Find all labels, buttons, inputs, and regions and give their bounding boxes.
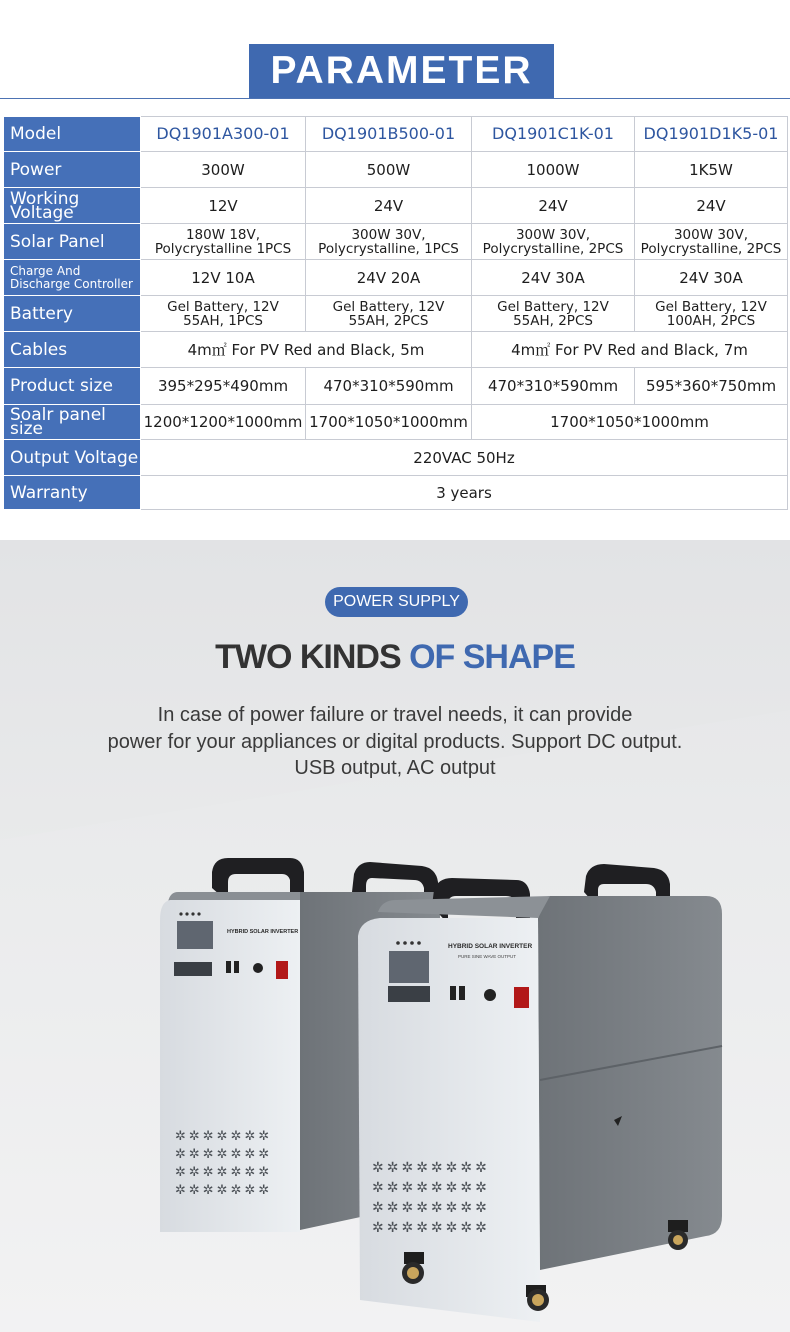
row-label: Product size — [4, 368, 141, 405]
table-cell: 300W — [141, 152, 306, 188]
table-row-power — [4, 152, 788, 188]
power-switch — [276, 961, 288, 979]
cell-line: 55AH, 1PCS — [183, 312, 263, 329]
control-buttons — [388, 986, 430, 1002]
table-cell — [472, 224, 635, 260]
table-cell: 24V 30A — [472, 260, 635, 296]
table-cell — [141, 224, 306, 260]
svg-text:✲✲✲✲✲✲✲✲: ✲✲✲✲✲✲✲✲ — [372, 1220, 490, 1236]
row-label — [4, 260, 141, 296]
indicator-light — [410, 941, 414, 945]
table-row-output-voltage — [4, 440, 788, 476]
headline-dark: TWO KINDS — [215, 638, 401, 676]
table-row-product-size — [4, 368, 788, 405]
svg-text:✲✲✲✲✲✲✲: ✲✲✲✲✲✲✲ — [175, 1183, 273, 1198]
row-label-line: Discharge Controller — [10, 276, 133, 291]
row-label: Model — [4, 117, 141, 152]
description-line: USB output, AC output — [294, 757, 496, 779]
model-name: DQ1901C1K-01 — [472, 117, 635, 152]
table-cell: 395*295*490mm — [141, 368, 306, 405]
cell-line: 300W 30V, — [351, 226, 426, 243]
model-name: DQ1901A300-01 — [141, 117, 306, 152]
table-cell — [472, 296, 635, 332]
table-cell: 1200*1200*1000mm — [141, 405, 306, 440]
table-cell: 1700*1050*1000mm — [472, 405, 788, 440]
dc-port — [484, 989, 496, 1001]
description-line: power for your appliances or digital products. Support DC output. — [107, 731, 683, 753]
table-row-controller — [4, 260, 788, 296]
power-switch — [514, 987, 529, 1008]
table-cell — [306, 224, 472, 260]
usb-port — [450, 986, 456, 1000]
table-cell — [635, 296, 788, 332]
table-cell: 4m㎡ For PV Red and Black, 7m — [472, 332, 788, 368]
cell-line: Gel Battery, 12V — [332, 298, 445, 315]
table-cell: 24V 20A — [306, 260, 472, 296]
table-cell: 24V — [472, 188, 635, 224]
unit-side — [538, 896, 722, 1270]
header-divider-line — [0, 98, 790, 99]
table-cell: 500W — [306, 152, 472, 188]
table-cell: 24V — [635, 188, 788, 224]
cell-line: Gel Battery, 12V — [497, 298, 609, 315]
panel-sublabel: PURE SINE WAVE OUTPUT — [458, 954, 517, 959]
parameter-header — [0, 0, 790, 110]
svg-text:✲✲✲✲✲✲✲: ✲✲✲✲✲✲✲ — [175, 1129, 273, 1144]
table-cell: 1000W — [472, 152, 635, 188]
description-line: In case of power failure or travel needs, it can provide — [157, 704, 633, 726]
table-cell: 24V 30A — [635, 260, 788, 296]
cell-line: 180W 18V, — [185, 226, 261, 243]
table-cell: 220VAC 50Hz — [141, 440, 788, 476]
cell-line: 55AH, 2PCS — [513, 312, 593, 329]
indicator-light — [417, 941, 421, 945]
table-row-solar-panel — [4, 224, 788, 260]
row-label: Warranty — [4, 476, 141, 510]
indicator-light — [396, 941, 400, 945]
table-cell — [306, 296, 472, 332]
row-label-line: Charge And — [10, 263, 81, 278]
power-supply-badge: POWER SUPPLY — [325, 587, 468, 617]
row-label: Cables — [4, 332, 141, 368]
cell-line: 100AH, 2PCS — [666, 312, 756, 329]
svg-text:✲✲✲✲✲✲✲✲: ✲✲✲✲✲✲✲✲ — [372, 1160, 490, 1176]
control-buttons — [174, 962, 212, 976]
front-panel — [358, 918, 540, 1322]
table-cell: 1K5W — [635, 152, 788, 188]
cell-line: 300W 30V, — [673, 226, 749, 243]
cell-line: Polycrystalline, 2PCS — [640, 240, 782, 257]
usb-port — [459, 986, 465, 1000]
svg-text:✲✲✲✲✲✲✲: ✲✲✲✲✲✲✲ — [175, 1165, 273, 1180]
row-label: Solar Panel — [4, 224, 141, 260]
row-label: Working Voltage — [4, 188, 141, 224]
caster-wheel — [402, 1252, 424, 1284]
page-title: PARAMETER — [249, 44, 554, 98]
table-cell — [635, 224, 788, 260]
table-cell: 24V — [306, 188, 472, 224]
table-cell: 595*360*750mm — [635, 368, 788, 405]
table-cell: 470*310*590mm — [306, 368, 472, 405]
row-label: Soalr panel size — [4, 405, 141, 440]
indicator-light — [403, 941, 407, 945]
table-cell: 3 years — [141, 476, 788, 510]
model-name: DQ1901D1K5-01 — [635, 117, 788, 152]
usb-port — [234, 961, 239, 973]
table-row-cables — [4, 332, 788, 368]
cell-line: Polycrystalline, 2PCS — [482, 240, 624, 257]
table-row-warranty — [4, 476, 788, 510]
headline-blue: OF SHAPE — [409, 638, 575, 676]
model-name: DQ1901B500-01 — [306, 117, 472, 152]
row-label: Power — [4, 152, 141, 188]
svg-text:✲✲✲✲✲✲✲: ✲✲✲✲✲✲✲ — [175, 1147, 273, 1162]
power-supply-section — [0, 540, 790, 1332]
panel-label: HYBRID SOLAR INVERTER — [448, 943, 533, 950]
dc-port — [253, 963, 263, 973]
table-cell: 4m㎡ For PV Red and Black, 5m — [141, 332, 472, 368]
indicator-light — [197, 912, 200, 915]
table-row-battery — [4, 296, 788, 332]
specification-table — [3, 116, 788, 510]
table-row-model — [4, 117, 788, 152]
panel-label: HYBRID SOLAR INVERTER — [227, 929, 299, 935]
cell-line: Polycrystalline, 1PCS — [318, 240, 459, 257]
table-cell — [141, 296, 306, 332]
cell-line: Gel Battery, 12V — [167, 298, 279, 315]
usb-port — [226, 961, 231, 973]
display-screen — [177, 921, 213, 949]
cell-line: Gel Battery, 12V — [655, 298, 767, 315]
svg-text:✲✲✲✲✲✲✲✲: ✲✲✲✲✲✲✲✲ — [372, 1180, 490, 1196]
section-headline — [0, 638, 790, 677]
indicator-light — [179, 912, 182, 915]
table-cell: 12V 10A — [141, 260, 306, 296]
table-row-panel-size — [4, 405, 788, 440]
table-cell: 12V — [141, 188, 306, 224]
svg-text:✲✲✲✲✲✲✲✲: ✲✲✲✲✲✲✲✲ — [372, 1200, 490, 1216]
row-label: Output Voltage — [4, 440, 141, 476]
row-label: Battery — [4, 296, 141, 332]
display-screen — [389, 951, 429, 983]
table-row-working-voltage — [4, 188, 788, 224]
indicator-light — [191, 912, 194, 915]
caster-wheel — [668, 1220, 688, 1250]
cell-line: 300W 30V, — [515, 226, 591, 243]
table-cell: 1700*1050*1000mm — [306, 405, 472, 440]
cell-line: Polycrystalline 1PCS — [154, 240, 292, 257]
cell-line: 55AH, 2PCS — [348, 312, 429, 329]
indicator-light — [185, 912, 188, 915]
table-cell: 470*310*590mm — [472, 368, 635, 405]
